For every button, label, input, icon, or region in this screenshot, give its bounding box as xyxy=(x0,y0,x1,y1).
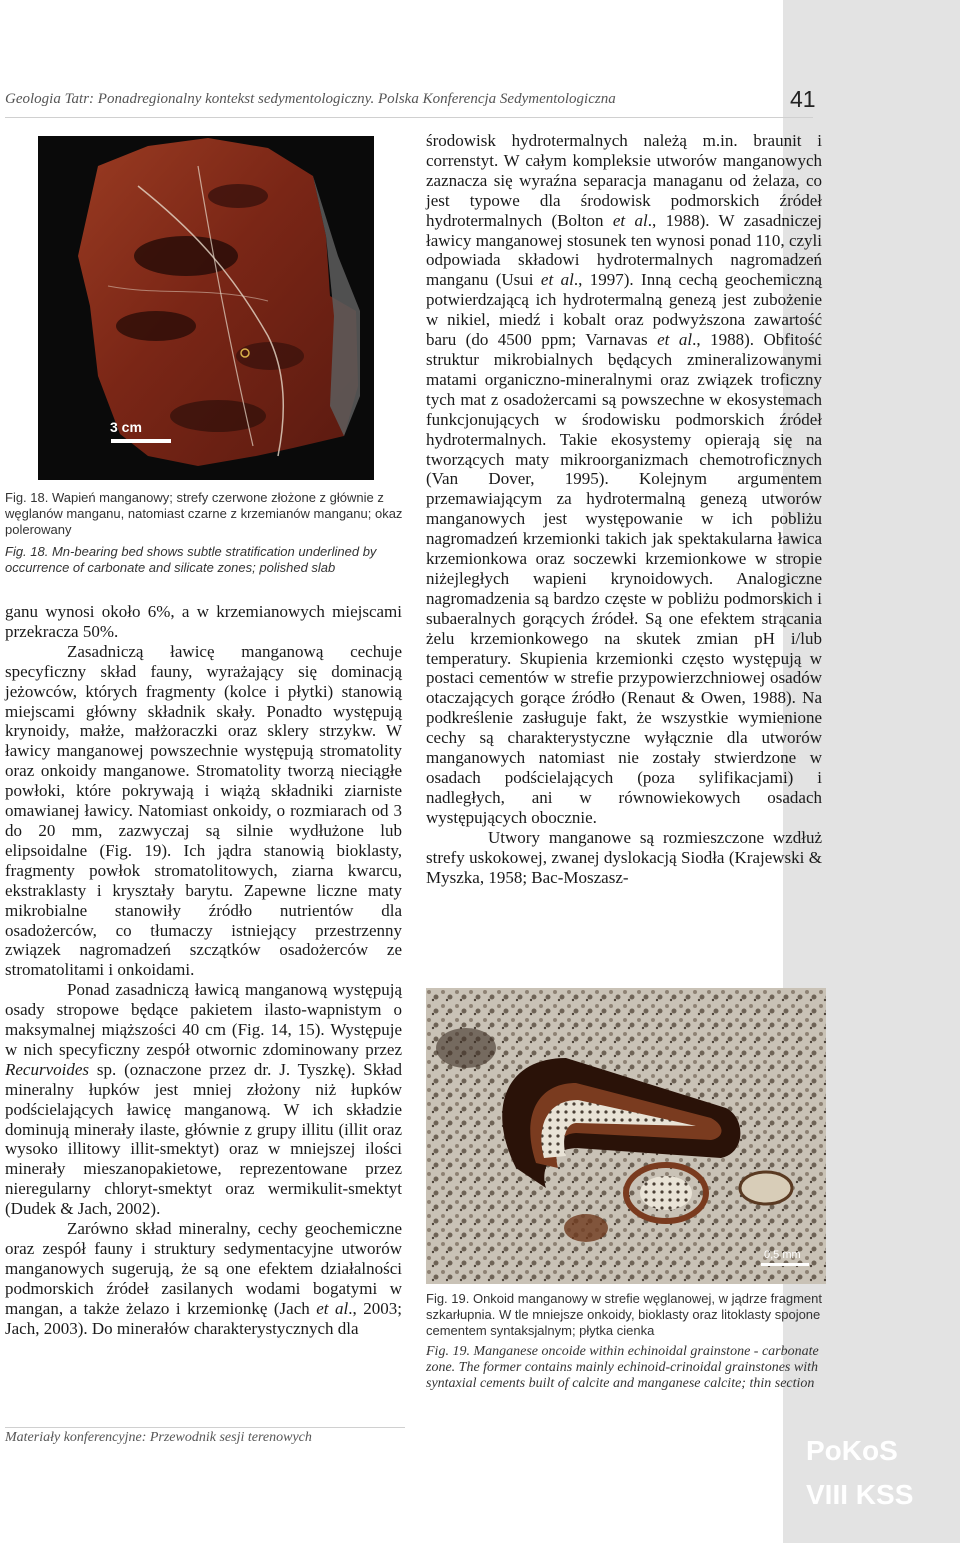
left-column-text xyxy=(5,602,402,1339)
logo-line-1: PoKoS xyxy=(806,1435,898,1466)
paragraph xyxy=(426,131,822,828)
paragraph xyxy=(5,980,402,1219)
page-number: 41 xyxy=(790,86,816,112)
running-head: Geologia Tatr: Ponadregionalny kontekst sedymentologiczny. Polska Konferencja Sedymentologiczna xyxy=(5,91,616,107)
pokos-logo xyxy=(783,1423,960,1543)
paragraph xyxy=(5,1219,402,1338)
paragraph: ganu wynosi około 6%, a w krzemianowych miejscami przekracza 50%. xyxy=(5,602,402,641)
italic-citation: et al xyxy=(657,330,693,350)
text-run: Zarówno skład mineralny, cechy geochemiczne oraz zespół fauny i struktury sedymentacyjne utworów manganowych sugerują, że są one efektem działalności podmorskich źródeł zasilanych wodami bogatymi w mangan, a także żelazo i krzemionkę (Jach xyxy=(5,1219,402,1318)
italic-citation: et al xyxy=(316,1298,349,1318)
italic-citation: et al xyxy=(540,270,574,290)
figure-18-scale-label: 3 cm xyxy=(110,419,142,435)
figure-18-caption-en: Fig. 18. Mn-bearing bed shows subtle stratification underlined by occurrence of carbonate and silicate zones; polished slab xyxy=(5,544,377,575)
italic-citation: et al xyxy=(612,210,648,230)
figure-19-thin-section-photo xyxy=(426,988,826,1284)
text-run: Ponad zasadniczą ławicą manganową występują osady stropowe będące pakietem ilasto-wapnistym o maksymalnej miąższości 40 cm (Fig. 14, 15). Występuje w nich specyficzny zespół otwornic zdominowany przez xyxy=(5,980,402,1059)
text-run: środowisk hydrotermalnych należą m.in. braunit i correnstyt. W całym kompleksie utworów manganowych zaznacza się wyraźna separacja managanu od żelaza, co jest typowe dla środowisk podmorskich źródeł hydrotermalnych (Bolton xyxy=(426,131,822,230)
text-run: ., 2003; Jach, 2003). Do minerałów charakterystycznych dla xyxy=(5,1298,402,1338)
text-run: sp. (oznaczone przez dr. J. Tyszkę). Skład mineralny łupków jest mniej złożony niż łupków podścielających ławicę manganową. W ich składzie dominują minerały ilaste, głównie z grupy illitu (illit oraz wysoko illitowy illit-smektyt) oraz w mniejszej ilości minerały mieszanopakietowe, reprezentowane przez nieregularny chloryt-smektyt oraz wermikulit-smektyt (Dudek & Jach, 2002). xyxy=(5,1059,402,1219)
right-column-text xyxy=(426,131,822,887)
footer-text: Materiały konferencyjne: Przewodnik sesji terenowych xyxy=(5,1430,312,1445)
figure-19-scale-label: 0,5 mm xyxy=(764,1249,801,1261)
logo-line-2: VIII KSS xyxy=(806,1479,914,1510)
italic-taxon: Recurvoides xyxy=(5,1059,90,1079)
header-rule xyxy=(5,117,813,118)
paragraph: Utwory manganowe są rozmieszczone wzdłuż strefy uskokowej, zwanej dyslokacją Siodła (Krajewski & Myszka, 1958; Bac-Moszasz- xyxy=(426,827,822,887)
text-run: ., 1997). Inną cechą geochemiczną potwierdzającą ich hydrotermalną genezą jest zubożenie w nikiel, miedź i kobalt oraz podwyższona zawartość baru (do 4500 ppm; Varnavas xyxy=(426,270,822,350)
footer-rule xyxy=(5,1427,405,1428)
text-run: ., 1988). Obfitość struktur mikrobialnych będących zmineralizowanymi matami organiczno-mineralnymi oraz związek troficzny tych mat z osadożercami są powszechne w ekosystemach funkcjonujących w środowisku podmorskich źródeł hydrotermalnych. Takie ekosystemy opierają się na tworzących maty mikroorganizmach chemotroficznych (Van Dover, 1995). Kolejnym argumentem przemawiającym za hydrotermalną genezą utworów manganowych jest występowanie w ich pobliżu nagromadzeń krzemionki takich jak spektakularna ławica krzemionkowa oraz soczewki krzemionkowe w stropie niżejległych wapieni krynoidowych. Analogiczne nagromadzenia są bardzo częste w pobliżu podmorskich i subaeralnych gorących źródeł. Są one efektem strącania żelu krzemionkowego na skutek zmian pH i/lub temperatury. Skupienia krzemionki często występują w postaci cementów w strefie przypowierzchniowej osadów otaczających gorące źródło (Renaut & Owen, 1988). Na podkreślenie zasługuje fakt, że wszystkie wymienione cechy są charakterystyczne wyłącznie dla utworów manganowych natomiast nie zostały stwierdzone w osadach podścielających (poza sylifikacjami) i nadległych, ani w równowiekowych osadach występujących obocznie. xyxy=(426,330,822,827)
text-run: ., 1988). W zasadniczej ławicy manganowej stosunek ten wynosi ponad 110, czyli odpowiada składowi hydrotermalnych nagromadzeń manganu (Usui xyxy=(426,210,822,290)
figure-19-caption-pl: Fig. 19. Onkoid manganowy w strefie węglanowej, w jądrze fragment szkarłupnia. W tle mniejsze onkoidy, bioklasty oraz litoklasty spojone cementem syntaksjalnym; płytka cienka xyxy=(426,1291,822,1338)
paragraph: Zasadniczą ławicę manganową cechuje specyficzny skład fauny, wyrażający się dominacją jeżowców, których fragmenty (kolce i płytki) stanowią miejscami główny składnik skały. Ponadto występują krynoidy, małże, małżoraczki oraz sklery strzykw. W ławicy manganowej powszechnie występują stromatolity oraz onkoidy manganowe. Stromatolity tworzą nieciągłe powłoki, które pokrywają i wiążą składniki ziarniste omawianej ławicy. Natomiast onkoidy, o rozmiarach od 3 do 20 mm, zazwyczaj są silnie wydłużone lub elipsoidalne (Fig. 19). Ich jądra stanowią bioklasty, fragmenty powłok stromatolitowych, ziarna kwarcu, ekstraklasty i kryształy barytu. Zapewne liczne maty mikrobialne stanowiły źródło nutrientów dla osadożerców, co tłumaczy istniejący przestrzenny związek nagromadzeń szczątków osadożerców ze stromatolitami i onkoidami. xyxy=(5,641,402,980)
figure-19-caption-en: Fig. 19. Manganese oncoide within echinoidal grainstone - carbonate zone. The former contains mainly echinoid-crinoidal grainstones with syntaxial cements built of calcite and manganese calcite; thin section xyxy=(426,1344,819,1391)
figure-18-caption-pl: Fig. 18. Wapień manganowy; strefy czerwone złożone z głównie z węglanów manganu, natomiast czarne z krzemianów manganu; okaz polerowany xyxy=(5,490,403,537)
figure-18-rock-photo xyxy=(38,136,374,480)
